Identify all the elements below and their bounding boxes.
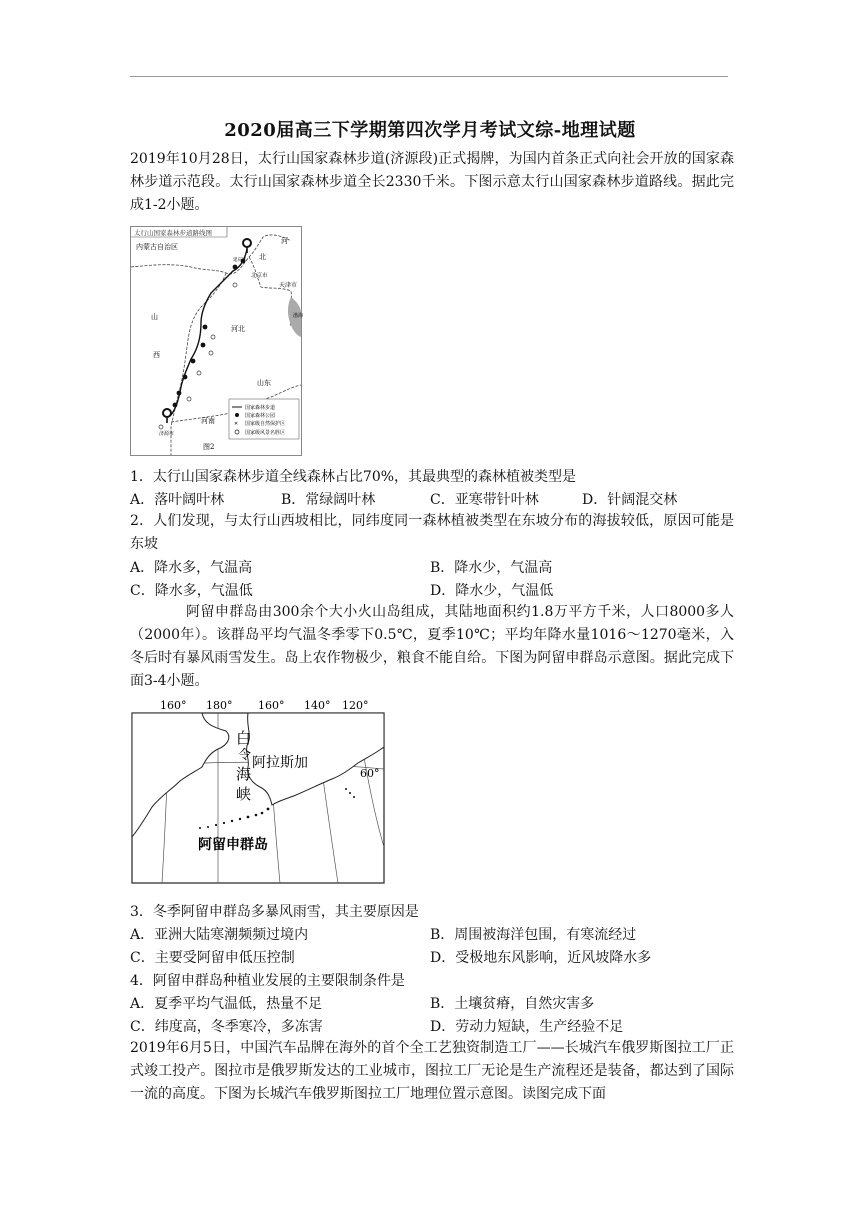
label-hebei: 河北 [231,325,245,333]
question-4: 4．阿留申群岛种植业发展的主要限制条件是 [130,973,405,989]
map1-header: 太行山国家森林步道路线图 [134,229,212,237]
label-hebei-ne: 河 [281,237,288,245]
q2-option-c: C．降水多，气温低 [130,583,253,599]
q3-option-b: B．周围被海洋包围，有寒流经过 [430,927,637,943]
q2-option-a: A．降水多，气温高 [130,560,253,576]
label-alaska: 阿拉斯加 [252,755,308,771]
lon-160w: 160° [160,699,187,712]
label-hai: 海 [236,765,252,783]
label-aleutian: 阿留申群岛 [198,837,268,853]
lon-180: 180° [206,699,233,712]
svg-text:国家级风景名胜区: 国家级风景名胜区 [245,430,286,436]
label-xi: 西 [153,351,160,359]
question-3: 3．冬季阿留申群岛多暴风雨雪，其主要原因是 [130,904,419,920]
taihang-trail-map [130,226,302,456]
intro-paragraph-2: 阿留申群岛由300余个大小火山岛组成，其陆地面积约1.8万平方千米，人口8000多人（2000年）。该群岛平均气温冬季零下0.5℃，夏季10℃；平均年降水量1016～1270毫米，入冬后时有暴风雨雪发生。岛上农作物极少，粮食不能自给。下图为阿留申群岛示意图。据此完成下面3-4小题。 [130,604,734,689]
label-xia: 峡 [236,785,252,803]
q1-option-b: B．常绿阔叶林 [281,492,376,508]
q3-option-a: A．亚洲大陆寒潮频频过境内 [130,927,309,943]
label-bohai: 渤海 [293,313,304,319]
q3-option-d: D．受极地东风影响，近风坡降水多 [430,950,652,966]
trail-start-marker [243,239,251,247]
question-1: 1．太行山国家森林步道全线森林占比70%，其最典型的森林植被类型是 [130,469,577,485]
label-tianjin: 天津市 [279,282,298,289]
label-bai: 白 [236,729,252,747]
q2-option-d: D．降水少，气温低 [430,583,554,599]
label-shan: 山 [151,313,158,321]
map1-legend [229,399,299,439]
svg-text:国家森林公园: 国家森林公园 [245,413,276,419]
label-ling: 令 [238,748,252,763]
q4-option-d: D．劳动力短缺，生产经验不足 [430,1019,624,1035]
q4-option-b: B．土壤贫瘠，自然灾害多 [430,996,595,1012]
q4-option-a: A．夏季平均气温低，热量不足 [130,996,323,1012]
q1-option-c: C．亚寒带针叶林 [430,492,539,508]
label-henan: 河南 [201,417,215,425]
svg-text:国家级自然保护区: 国家级自然保护区 [245,421,286,427]
label-beijing: 北京市 [251,273,268,279]
label-start: 延庆区 [233,258,247,263]
svg-text:国家森林步道: 国家森林步道 [245,405,276,411]
lon-120: 120° [342,699,369,712]
lat-60: 60° [360,767,380,780]
label-shandong: 山东 [257,379,271,387]
lon-160e: 160° [258,699,285,712]
map1-caption: 图2 [203,443,215,451]
svg-text:✕: ✕ [234,421,239,427]
q4-option-c: C．纬度高，冬季寒冷，多冻害 [130,1019,323,1035]
lon-140: 140° [304,699,331,712]
label-hebei-ne2: 北 [259,253,266,261]
q3-option-c: C．主要受阿留申低压控制 [130,950,295,966]
q1-option-a: A．落叶阔叶林 [130,492,225,508]
q1-option-d: D．针阔混交林 [582,492,678,508]
label-neimeng: 内蒙古自治区 [136,243,178,251]
page-title: 2020届高三下学期第四次学月考试文综-地理试题 [224,120,636,141]
label-jiyuan: 济源市 [159,431,175,437]
intro-paragraph-3: 2019年6月5日，中国汽车品牌在海外的首个全工艺独资制造工厂——长城汽车俄罗斯图拉工厂正式竣工投产。图拉市是俄罗斯发达的工业城市，图拉工厂无论是生产流程还是装备，都达到了国际一流的高度。下图为长城汽车俄罗斯图拉工厂地理位置示意图。读图完成下面 [130,1040,734,1102]
question-2: 2．人们发现，与太行山西坡相比，同纬度同一森林植被类型在东坡分布的海拔较低，原因可能是东坡 [130,513,734,552]
header-rule [130,76,728,77]
aleutian-islands-map [132,697,384,885]
intro-paragraph-1: 2019年10月28日，太行山国家森林步道(济源段)正式揭牌，为国内首条正式向社会开放的国家森林步道示范段。太行山国家森林步道全长2330千米。下图示意太行山国家森林步道路线。据此完成1-2小题。 [130,151,734,213]
q2-option-b: B．降水少，气温高 [430,560,553,576]
trail-end-marker [163,409,171,417]
